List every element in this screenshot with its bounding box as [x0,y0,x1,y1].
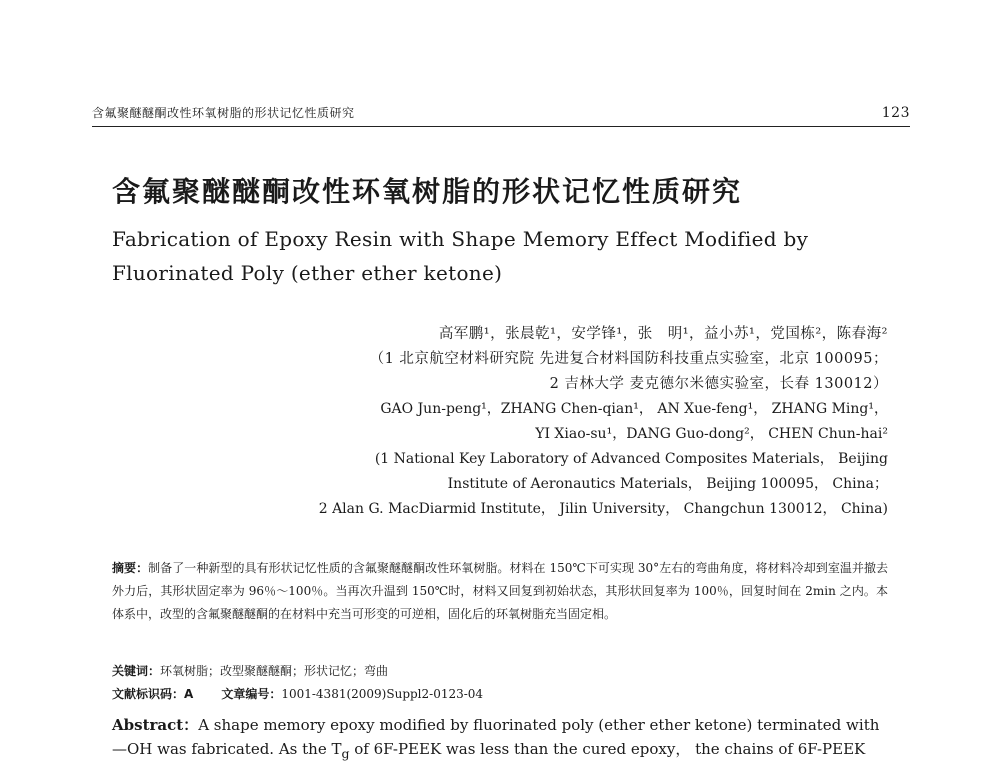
page-number: 123 [881,105,910,121]
doc-code: A [184,687,194,701]
affiliation-english-2: Institute of Aeronautics Materials， Beijing 100095， China； [447,476,888,492]
abstract-chinese [112,557,888,626]
authors-english-1: GAO Jun-peng¹，ZHANG Chen-qian¹， AN Xue-feng¹， ZHANG Ming¹， [380,401,888,417]
abstract-chinese-text: 制备了一种新型的具有形状记忆性质的含氟聚醚醚酮改性环氧树脂。材料在 150℃下可实现 30°左右的弯曲角度，将材料冷却到室温并撤去外力后，其形状固定率为 96％～100％。当再次升温到 150℃时，材料又回复到初始状态，其形状回复率为 100％，回复时间在 2min 之内。本体系中，改型的含氟聚醚醚酮的在材料中充当可形变的可逆相，固化后的环氧树脂充当固定相。 [112,561,888,621]
affiliation-chinese-2: 2 吉林大学 麦克德尔米德实验室，长春 130012） [549,376,888,392]
keywords-text: 环氧树脂；改型聚醚醚酮；形状记忆；弯曲 [160,664,389,678]
title-english-line-2: Fluorinated Poly (ether ether ketone) [112,261,503,285]
title-english-line-1: Fabrication of Epoxy Resin with Shape Memory Effect Modified by [112,227,809,251]
abstract-english-line-1: A shape memory epoxy modified by fluorinated poly (ether ether ketone) terminated with [198,716,880,734]
header-rule [92,126,910,127]
running-title: 含氟聚醚醚酮改性环氧树脂的形状记忆性质研究 [92,106,355,120]
author-block [168,322,888,522]
abstract-english [112,713,888,766]
doc-code-label: 文献标识码： [112,687,185,701]
running-header [92,104,910,121]
article-number-label: 文章编号： [221,687,282,701]
classification-line [112,684,888,704]
keywords [112,661,888,681]
authors-chinese: 高军鹏¹，张晨乾¹，安学锋¹，张 明¹，益小苏¹，党国栋²，陈春海² [438,326,888,342]
abstract-english-label: Abstract： [112,716,199,734]
article-number: 1001-4381(2009)Suppl2-0123-04 [281,687,484,701]
title-english [112,222,872,290]
abstract-english-line-2-rest: of 6F-PEEK was less than the cured epoxy， the chains of 6F-PEEK [349,740,866,758]
abstract-chinese-label: 摘要： [112,561,149,575]
abstract-english-line-2: —OH was fabricated. As the T [112,740,342,758]
authors-english-2: YI Xiao-su¹，DANG Guo-dong²， CHEN Chun-hai² [535,426,888,442]
abstract-english-subscript: g [341,746,350,761]
keywords-label: 关键词： [112,664,161,678]
affiliation-english-3: 2 Alan G. MacDiarmid Institute， Jilin University， Changchun 130012， China) [318,501,888,517]
affiliation-english-1: (1 National Key Laboratory of Advanced Composites Materials， Beijing [374,451,888,467]
affiliation-chinese-1: （1 北京航空材料研究院 先进复合材料国防科技重点实验室，北京 100095； [369,351,888,367]
title-chinese: 含氟聚醚醚酮改性环氧树脂的形状记忆性质研究 [112,175,743,208]
